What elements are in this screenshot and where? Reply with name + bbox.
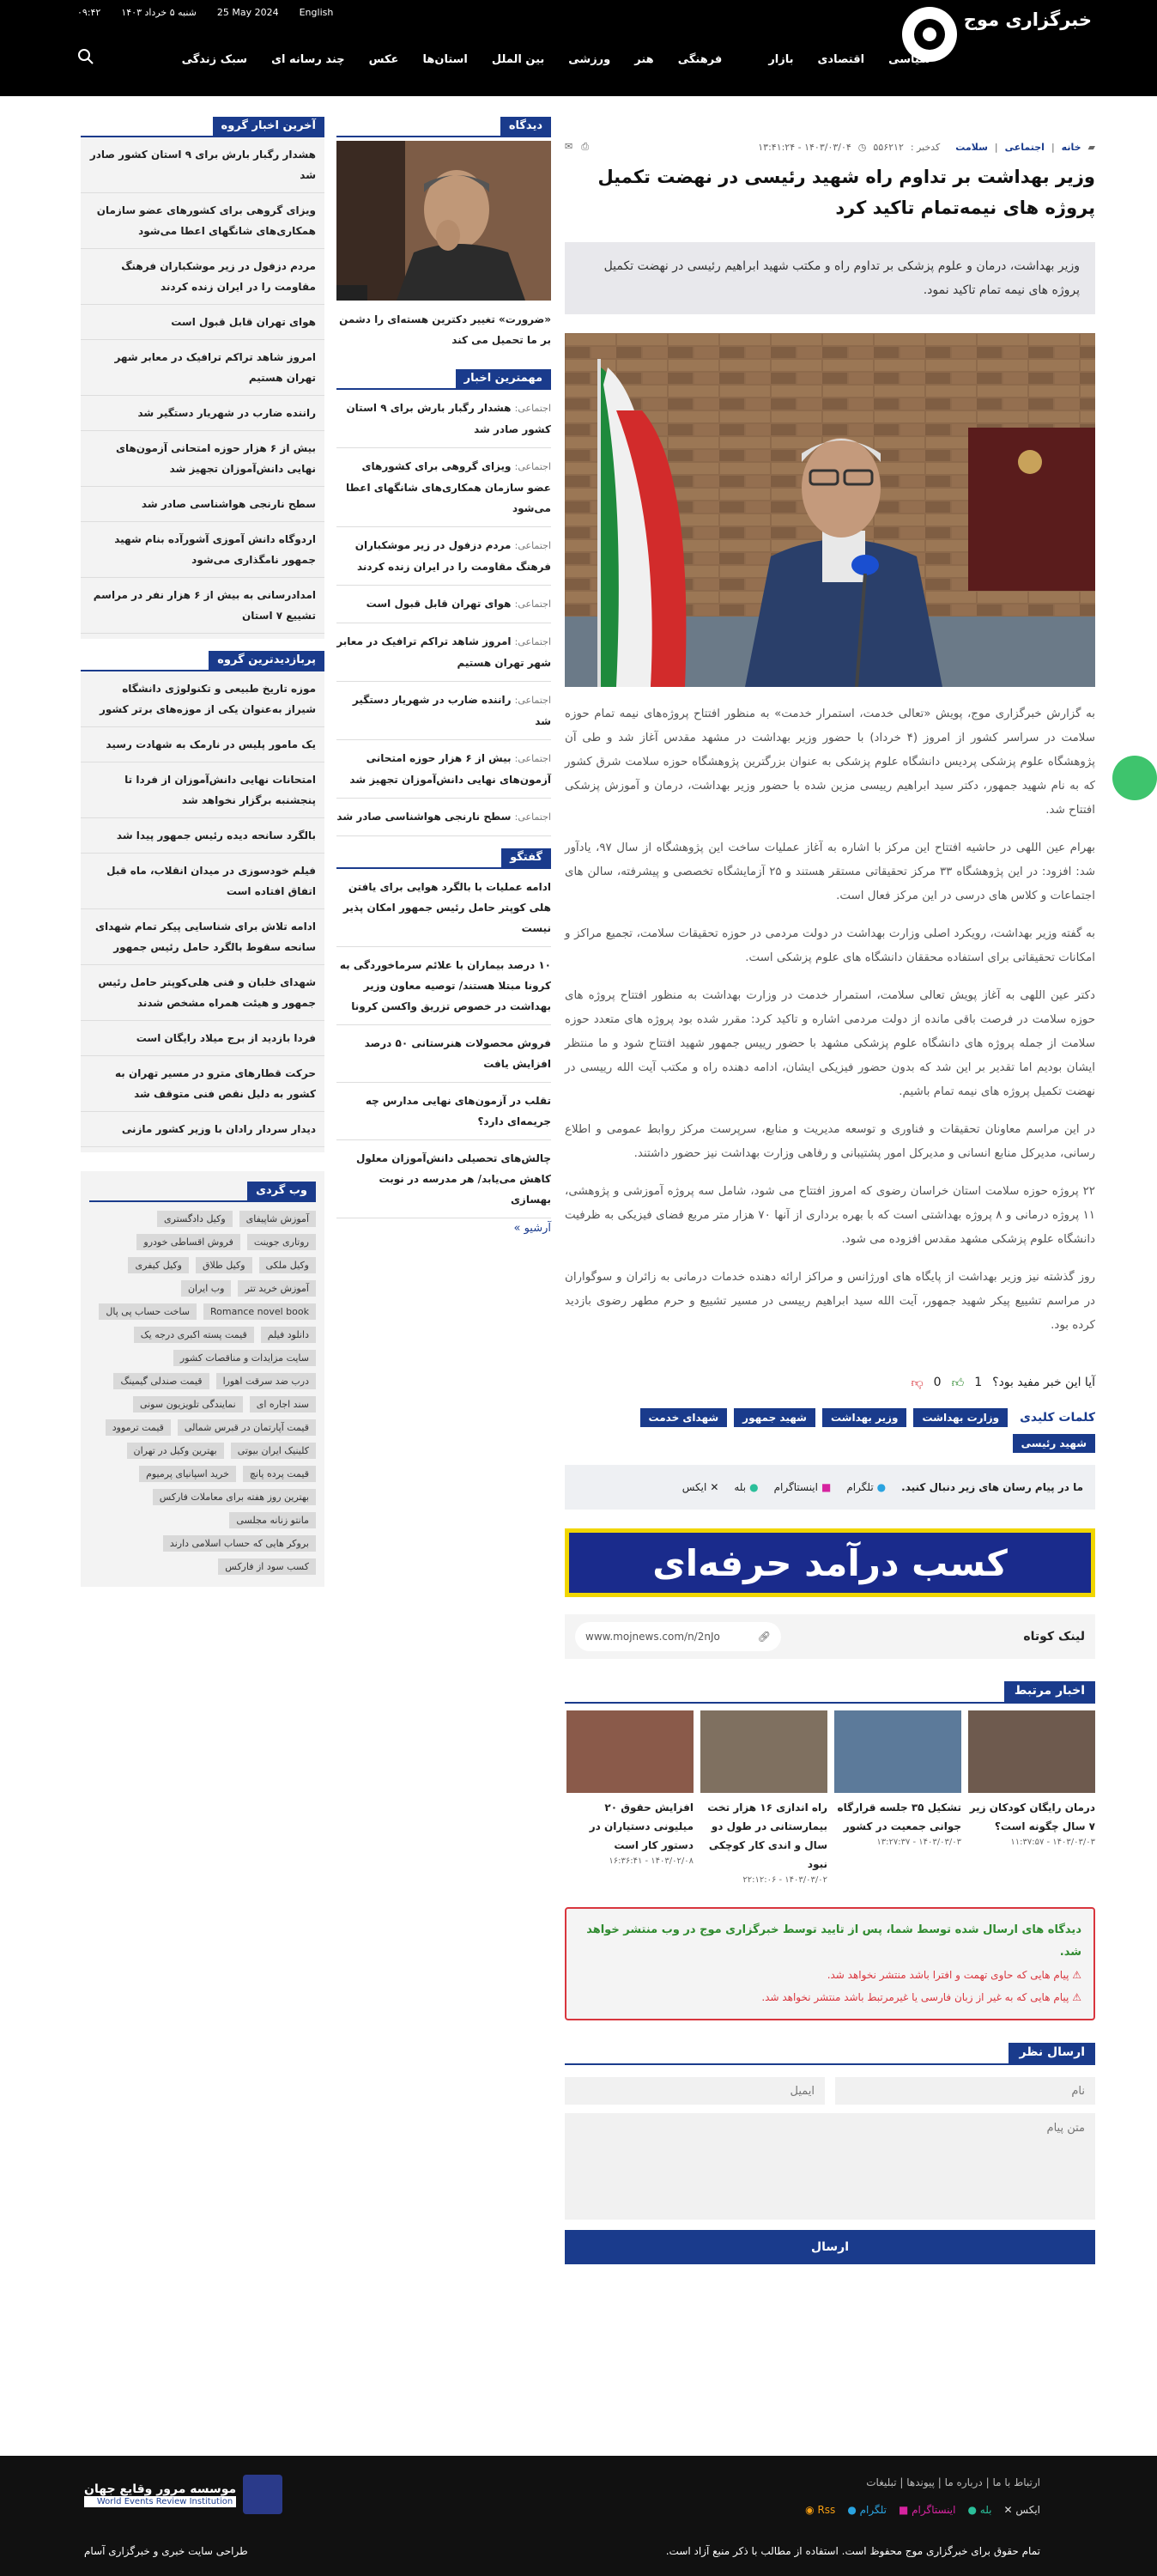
article-title: وزیر بهداشت بر تداوم راه شهید رئیسی در نهضت تکمیل پروژه های نیمه‌تمام تاکید کرد xyxy=(597,167,1095,218)
nav-provinces[interactable]: استان‌ها xyxy=(422,53,468,66)
comment-notice xyxy=(565,1907,1095,2020)
related-item[interactable] xyxy=(834,1710,961,1885)
thumbs-up-icon[interactable]: 👍︎ xyxy=(951,1376,965,1390)
shortlink-label: لینک کوتاه xyxy=(1023,1630,1085,1643)
list-item[interactable]: اجتماعی: مردم دزفول در زیر موشکباران فرهنگ مقاومت را در ایران زنده کردند xyxy=(336,527,551,586)
ad-banner[interactable]: کسب درآمد حرفه‌ای xyxy=(565,1528,1095,1597)
web-tag[interactable]: خرید اسپانیای پرمیوم xyxy=(139,1466,236,1482)
name-field[interactable] xyxy=(835,2077,1095,2105)
paragraph: به گزارش خبرگزاری موج، پویش «تعالی خدمت، استمرار خدمت» به منظور افتتاح پروژه‌های نیمه تمام حوزه سلامت در سراسر کشور از امروز (۴ خرداد) با حضور وزیر بهداشت در مشهد مقدس آغاز شد و طی آن پژوهشگاه علوم پزشکی پردیس دانشگاه علوم پزشکی به عنوان بزرگترین پژوهشگاه حوزه سلامت شرق کشور که به نام شهید جمهور، دکتر سید ابراهیم رییسی مزین شده با حضور وزیر بهداشت، درمان و آموزش پزشکی افتتاح شد. xyxy=(565,708,1095,817)
list-item[interactable]: تقلب در آزمون‌های نهایی مدارس چه جریمه‌ای دارد؟ xyxy=(336,1083,551,1140)
web-tag[interactable]: کسب سود از فارکس xyxy=(218,1558,316,1575)
web-tag[interactable]: قیمت پرده پانچ xyxy=(243,1466,316,1482)
middle-column xyxy=(336,117,551,1235)
related-item-title[interactable]: درمان رایگان کودکان زیر ۷ سال چگونه است؟ xyxy=(969,1801,1095,1832)
breadcrumb-home[interactable]: خانه xyxy=(1061,141,1081,153)
institute-icon xyxy=(243,2475,282,2514)
popular-list xyxy=(81,671,324,1152)
x-icon: ✕ xyxy=(710,1481,719,1493)
web-header xyxy=(89,1182,316,1202)
keyword-tag[interactable]: شهید جمهور xyxy=(734,1408,815,1427)
popular-title: پربازدیدترین گروه xyxy=(209,651,324,670)
keywords xyxy=(565,1408,1095,1453)
popular-header xyxy=(81,651,324,671)
thumbs-down-icon[interactable]: 👎︎ xyxy=(911,1376,924,1390)
publish-date: ۱۴۰۳/۰۳/۰۴ - ۱۳:۴۱:۲۴ xyxy=(758,141,851,153)
list-item[interactable]: امدادرسانی به بیش از ۶ هزار نفر در مراسم تشییع ۷ استان xyxy=(81,578,324,634)
web-title: وب گردی xyxy=(247,1182,316,1200)
email-field[interactable] xyxy=(565,2077,825,2105)
web-tag[interactable]: آموزش شاپیفای xyxy=(239,1211,316,1227)
share-telegram[interactable]: ● تلگرام xyxy=(846,1481,887,1493)
follow-label: ما در پیام رسان های زیر دنبال کنید. xyxy=(901,1481,1083,1493)
institute-name: موسسه مرور وقایع جهان xyxy=(84,2482,237,2496)
web-tag[interactable]: بهترین روز هفته برای معاملات فارکس xyxy=(153,1489,316,1505)
date-en: 25 May 2024 xyxy=(216,7,279,18)
web-tag[interactable]: وب ایران xyxy=(181,1280,232,1297)
instagram-icon: ■ xyxy=(821,1481,832,1493)
list-item[interactable]: اردوگاه دانش آموزی آشورآده بنام شهید جمهور نامگذاری می‌شود xyxy=(81,522,324,578)
left-sidebar xyxy=(81,117,324,1587)
shortlink-box xyxy=(565,1614,1095,1659)
related-thumbnail xyxy=(566,1710,694,1793)
talk-list xyxy=(336,869,551,1218)
didgah-image[interactable] xyxy=(336,141,551,301)
web-tag[interactable]: قیمت صندلی گیمینگ xyxy=(113,1373,209,1389)
web-tag[interactable]: وکیل ملکی xyxy=(259,1257,316,1273)
share-bale[interactable]: ● بله xyxy=(734,1481,759,1493)
bale-icon: ● xyxy=(749,1481,759,1493)
list-item[interactable]: فردا بازدید از برج میلاد رایگان است xyxy=(81,1021,324,1056)
article xyxy=(565,137,1095,2264)
copyright: تمام حقوق برای خبرگزاری موج محفوظ است. استفاده از مطالب با ذکر منبع آزاد است. xyxy=(665,2545,1040,2557)
link-icon[interactable]: 🔗︎ xyxy=(757,1631,771,1643)
related-item-title[interactable]: تشکیل ۳۵ جلسه قرارگاه جوانی جمعیت در کشور xyxy=(837,1801,961,1832)
keyword-tag[interactable]: وزیر بهداشت xyxy=(822,1408,907,1427)
list-item[interactable]: اجتماعی: بیش از ۶ هزار حوزه امتحانی آزمون‌های نهایی دانش‌آموزان تجهیز شد xyxy=(336,740,551,799)
paragraph: ۲۲ پروژه حوزه سلامت استان خراسان رضوی که امروز افتتاح می شود، شامل سه پروژه آموزشی و پژوهشی، ۱۱ پروژه درمانی و ۸ پروژه بهداشتی است که با بهره برداری از آنها ۷۰ هزار متر مربع فضای فیزیکی به ظرفیت دانشگاه علوم پزشکی مشهد مقدس افزوده می شود. xyxy=(565,1185,1095,1246)
site-name: خبرگزاری موج xyxy=(963,9,1092,30)
notice-rule: پیام هایی که حاوی تهمت و افترا باشد منتشر نخواهد شد. xyxy=(827,1969,1069,1981)
list-item[interactable]: اجتماعی: هوای تهران قابل قبول است xyxy=(336,586,551,623)
web-tag[interactable]: ساخت حساب پی پال xyxy=(99,1303,197,1320)
list-item[interactable]: ویزای گروهی برای کشورهای عضو سازمان همکاری‌های شانگهای اعطا می‌شود xyxy=(81,193,324,249)
share-x[interactable]: ✕ ایکس xyxy=(681,1481,719,1493)
list-item[interactable]: اجتماعی: ویزای گروهی برای کشورهای عضو سازمان همکاری‌های شانگهای اعطا می‌شود xyxy=(336,448,551,527)
comment-form-row xyxy=(565,2077,1095,2105)
web-tag[interactable]: سایت مزایدات و مناقصات کشور xyxy=(173,1350,316,1366)
web-tag[interactable]: سند اجاره ای xyxy=(250,1396,316,1413)
web-tag[interactable]: وکیل دادگستری xyxy=(157,1211,233,1227)
web-tag[interactable]: قیمت ترموود xyxy=(106,1419,171,1436)
web-tag[interactable]: روتاری جوینت xyxy=(247,1234,316,1250)
feedback-bar xyxy=(565,1372,1095,1393)
nav-economy[interactable]: اقتصادی xyxy=(817,53,865,66)
list-item[interactable]: سطح نارنجی هواشناسی صادر شد xyxy=(81,487,324,522)
list-item[interactable]: دیدار سردار رادان با وزیر کشور مازنی xyxy=(81,1112,324,1147)
clock: ۰۹:۴۲ xyxy=(77,7,101,18)
notice-title: دیدگاه های ارسال شده توسط شما، پس از تایید توسط خبرگزاری موج در وب منتشر خواهد شد. xyxy=(586,1923,1081,1959)
submit-button[interactable]: ارسال xyxy=(565,2230,1095,2264)
breadcrumb-social[interactable]: اجتماعی xyxy=(1004,141,1045,153)
list-item[interactable]: اجتماعی: هشدار رگبار بارش برای ۹ استان کشور صادر شد xyxy=(336,390,551,448)
nav-sports[interactable]: ورزشی xyxy=(568,53,611,66)
keyword-tag[interactable]: شهدای خدمت xyxy=(640,1408,728,1427)
instagram-icon[interactable]: ■ اینستاگرام xyxy=(898,2504,956,2516)
nav-photo[interactable]: عکس xyxy=(368,53,399,66)
date-fa: شنبه ۵ خرداد ۱۴۰۳ xyxy=(121,7,197,18)
institute-name-en: World Events Review Institution xyxy=(84,2496,236,2507)
english-link[interactable]: English xyxy=(299,7,334,18)
web-tag[interactable]: بهترین وکیل در تهران xyxy=(127,1443,224,1459)
paragraph: بهرام عین اللهی در حاشیه افتتاح این مرکز با اشاره به آغاز عملیات ساخت این پژوهشگاه از سال ۹۷، یادآور شد: افزود: در این پژوهشگاه ۳۳ مرکز تحقیقاتی مستقر هستند و ۲۵ آزمایشگاه تخصصی و پیشرفته، سالن های اجتماعات و کلاس های درسی در این مرکز فعال است. xyxy=(565,841,1096,902)
important-title: مهمترین اخبار xyxy=(456,369,551,388)
nav-market[interactable]: بازار xyxy=(768,53,794,66)
site-header xyxy=(0,0,1157,96)
dislike-count: 0 xyxy=(933,1376,942,1389)
related-item[interactable] xyxy=(700,1710,827,1885)
shortlink-url: www.mojnews.com/n/2nJo xyxy=(585,1631,720,1643)
list-item[interactable]: اجتماعی: امروز شاهد تراکم ترافیک در معابر شهر تهران هستیم xyxy=(336,623,551,682)
keyword-tag[interactable]: وزارت بهداشت xyxy=(913,1408,1008,1427)
web-tag[interactable]: قیمت پسته اکبری درجه یک xyxy=(134,1327,254,1343)
archive-link[interactable]: آرشیو » xyxy=(513,1222,551,1235)
list-item[interactable]: موزه تاریخ طبیعی و تکنولوژی دانشگاه شیراز به‌عنوان یکی از موزه‌های برتر کشور xyxy=(81,671,324,727)
talk-header xyxy=(336,848,551,869)
shortlink-field[interactable] xyxy=(575,1622,781,1651)
web-tag[interactable]: کلینیک ایران بیوتی xyxy=(231,1443,316,1459)
related-title: اخبار مرتبط xyxy=(1004,1681,1095,1702)
article-body xyxy=(565,702,1095,1338)
list-item[interactable]: چالش‌های تحصیلی دانش‌آموزان معلول کاهش می‌یابد/ هر مدرسه در نوبت بهسازی xyxy=(336,1140,551,1218)
paragraph: در این مراسم معاونان تحقیقات و فناوری و توسعه مدیریت و منابع، سرپرست مرکز روابط عمومی و اطلاع رسانی، مدیرکل منابع انسانی و مدیرکل امور پشتیبانی و رفاهی وزارت بهداشت نیز حضور داشتند. xyxy=(565,1123,1095,1160)
latest-header xyxy=(81,117,324,137)
like-count: 1 xyxy=(974,1376,983,1389)
nav-culture[interactable]: فرهنگی xyxy=(677,53,723,66)
share-instagram[interactable]: ■ اینستاگرام xyxy=(773,1481,832,1493)
keyword-tag[interactable]: شهید رئیسی xyxy=(1013,1434,1095,1453)
web-tag[interactable]: دانلود فیلم xyxy=(261,1327,316,1343)
top-info-bar xyxy=(77,7,333,18)
article-lead: وزیر بهداشت، درمان و علوم پزشکی بر تداوم راه و مکتب شهید ابراهیم رئیسی در نهضت تکمیل پروژه های نیمه تمام تاکید نمود. xyxy=(565,242,1095,314)
web-tag[interactable]: Romance novel book xyxy=(203,1303,316,1320)
list-item[interactable]: امروز شاهد تراکم ترافیک در معابر شهر تهران هستیم xyxy=(81,340,324,396)
hero-photo-illustration xyxy=(565,333,1095,687)
list-item[interactable]: امتحانات نهایی دانش‌آموزان از فردا تا پنجشنبه برگزار نخواهد شد xyxy=(81,762,324,818)
comment-form-title: ارسال نظر xyxy=(1009,2043,1095,2063)
related-news xyxy=(565,1710,1095,1885)
related-item[interactable] xyxy=(968,1710,1095,1885)
didgah-caption[interactable]: «ضرورت» تغییر دکترین هسته‌ای را دشمن بر ما تحمیل می کند xyxy=(339,313,551,346)
web-tag[interactable]: وکیل کیفری xyxy=(128,1257,189,1273)
list-item[interactable]: ادامه عملیات با بالگرد هوایی برای یافتن هلی کوپتر حامل رئیس جمهور امکان پذیر نیست xyxy=(336,869,551,947)
list-item[interactable]: فیلم خودسوزی در میدان انقلاب، ماه قبل اتفاق افتاده است xyxy=(81,854,324,909)
code-label: کدخبر : xyxy=(910,141,941,153)
web-tag[interactable]: آموزش خرید تتر xyxy=(238,1280,316,1297)
related-thumbnail xyxy=(968,1710,1095,1793)
latest-title: آخرین اخبار گروه xyxy=(213,117,324,136)
footer-social xyxy=(805,2504,1040,2516)
feedback-question: آیا این خبر مفید بود؟ xyxy=(992,1376,1095,1389)
notice-rule: پیام هایی که به غیر از زبان فارسی یا غیرمرتبط باشد منتشر نخواهد شد. xyxy=(761,1991,1069,2003)
message-field[interactable] xyxy=(565,2113,1095,2220)
breadcrumb-health[interactable]: سلامت xyxy=(955,141,988,153)
footer-links[interactable]: ارتباط با ما | درباره ما | پیوندها | تبلیغات xyxy=(866,2476,1040,2488)
related-item-date: ۱۴۰۳/۰۳/۰۳ - ۱۳:۲۷:۳۷ xyxy=(876,1838,961,1847)
news-code: ۵۵۶۲۱۲ xyxy=(873,141,904,153)
nav-international[interactable]: بین الملل xyxy=(491,53,545,66)
site-footer xyxy=(0,2456,1157,2576)
list-item[interactable]: هوای تهران قابل قبول است xyxy=(81,305,324,340)
clock-icon: ◷ xyxy=(857,141,867,153)
web-tag[interactable]: قیمت آپارتمان در قبرس شمالی xyxy=(178,1419,316,1436)
bale-icon[interactable]: ● بله xyxy=(967,2504,992,2516)
didgah-photo-illustration xyxy=(336,141,551,301)
list-item[interactable]: ۱۰ درصد بیماران با علائم سرماخوردگی به کرونا مبتلا هستند/ توصیه معاون وزیر بهداشت در خصوص تزریق واکسن کرونا xyxy=(336,947,551,1025)
main-nav xyxy=(170,53,942,66)
talk-title: گفتگو xyxy=(501,848,551,867)
web-tag[interactable]: درب ضد سرقت اهورا xyxy=(216,1373,316,1389)
nav-multimedia[interactable]: چند رسانه ای xyxy=(271,53,345,66)
email-icon[interactable]: ✉ xyxy=(565,141,573,152)
list-item[interactable]: بالگرد سانحه دیده رئیس جمهور پیدا شد xyxy=(81,818,324,854)
web-tag[interactable]: فروش اقساطی خودرو xyxy=(136,1234,239,1250)
list-item[interactable]: راننده ضارب در شهریار دستگیر شد xyxy=(81,396,324,431)
web-tag[interactable]: نمایندگی تلویزیون سونی xyxy=(133,1396,243,1413)
warning-icon: ⚠ xyxy=(1072,1969,1081,1981)
important-header xyxy=(336,369,551,390)
print-icon[interactable]: ⎙ xyxy=(581,141,590,152)
related-item[interactable] xyxy=(566,1710,694,1885)
related-item-title[interactable]: راه اندازی ۱۶ هزار تخت بیمارستانی در طول دو سال و اندی کار کوچکی نبود xyxy=(707,1801,827,1870)
list-item[interactable]: شهدای خلبان و فنی هلی‌کوپتر حامل رئیس جمهور و هیئت همراه مشخص شدند xyxy=(81,965,324,1021)
floating-chat-button[interactable] xyxy=(1112,756,1157,800)
latest-list xyxy=(81,137,324,639)
related-thumbnail xyxy=(700,1710,827,1793)
list-item[interactable]: بیش از ۶ هزار حوزه امتحانی آزمون‌های نهایی دانش‌آموزان تجهیز شد xyxy=(81,431,324,487)
important-list xyxy=(336,390,551,836)
related-item-title[interactable]: افزایش حقوق ۲۰ میلیونی دستیاران در دستور کار است xyxy=(589,1801,694,1851)
x-icon[interactable]: ✕ ایکس xyxy=(1003,2504,1040,2516)
nav-art[interactable]: هنر xyxy=(634,53,654,66)
didgah-header xyxy=(336,117,551,137)
paragraph: روز گذشته نیز وزیر بهداشت از پایگاه های اورژانس و مراکز ارائه دهنده خدمات درمانی به زائران و سوگواران در مراسم تشییع پیکر شهید جمهور، آیت الله سید ابراهیم رییسی در مسیر تشییع و حرم مطهر رضوی بازدید کرده بود. xyxy=(565,1271,1095,1332)
warning-icon: ⚠ xyxy=(1072,1991,1081,2003)
web-tags-box xyxy=(81,1171,324,1587)
nav-lifestyle[interactable]: سبک زندگی xyxy=(181,53,248,66)
web-tag[interactable]: بروکر هایی که حساب اسلامی دارند xyxy=(163,1535,316,1552)
list-item[interactable]: مردم دزفول در زیر موشکباران فرهنگ مقاومت را در ایران زنده کردند xyxy=(81,249,324,305)
paragraph: دکتر عین اللهی به آغاز پویش تعالی سلامت، استمرار خدمت در وزارت بهداشت به منظور افتتاح پروژه های حوزه سلامت در فرصت باقی مانده از دولت مردمی اشاره و تاکید کرد: مقرر شده بود پروژه های متعدد حوزه سلامت از جمله پروژه های دانشگاه علوم پزشکی مشهد با حضور رییس جمهور شهید افتتاح شود و ما منتظر ایشان بودیم اما تقدیر بر این شد که بدون حضور فیزیکی ایشان، ادامه دهنده راه و مکتب آیت الله رییسی در نهضت تکمیل پروژه های نیمه تمام باشیم. xyxy=(565,989,1095,1098)
folder-icon: ▰ xyxy=(1087,141,1095,153)
follow-bar xyxy=(565,1465,1095,1510)
paragraph: به گفته وزیر بهداشت، رویکرد اصلی وزارت بهداشت در دولت مردمی در حوزه تحقیقات سلامت، تجمیع مراکز و امکانات تحقیقاتی برای استفاده محققان دانشگاه های علوم پزشکی است. xyxy=(565,927,1095,964)
list-item[interactable]: حرکت قطارهای مترو در مسیر تهران به کشور به دلیل نقص فنی متوقف شد xyxy=(81,1056,324,1112)
rss-icon[interactable]: ◉ Rss xyxy=(805,2504,836,2516)
telegram-icon: ● xyxy=(876,1481,887,1493)
keywords-label: کلمات کلیدی xyxy=(1020,1411,1095,1425)
comment-form-header xyxy=(565,2043,1095,2065)
designer-credit[interactable]: طراحی سایت خبری و خبرگزاری آسام xyxy=(84,2545,248,2557)
related-thumbnail xyxy=(834,1710,961,1793)
list-item[interactable]: هشدار رگبار بارش برای ۹ استان کشور صادر شد xyxy=(81,137,324,193)
nav-politics[interactable]: سیاسی xyxy=(888,53,930,66)
list-item[interactable]: اجتماعی: راننده ضارب در شهریار دستگیر شد xyxy=(336,682,551,740)
web-tags xyxy=(89,1211,316,1575)
search-icon[interactable] xyxy=(77,48,94,65)
institute-logo[interactable] xyxy=(84,2475,282,2514)
telegram-icon[interactable]: ● تلگرام xyxy=(847,2504,887,2516)
article-hero-image xyxy=(565,333,1095,687)
related-header xyxy=(565,1681,1095,1704)
breadcrumb: ▰ خانه | اجتماعی | سلامت کدخبر : ۵۵۶۲۱۲ ◷ ۱۴۰۳/۰۳/۰۴ - ۱۳:۴۱:۲۴ ⎙ ✉ xyxy=(565,141,1095,153)
didgah-title: دیدگاه xyxy=(500,117,551,136)
list-item[interactable]: ادامه تلاش برای شناسایی پیکر تمام شهدای سانحه سقوط بالگرد حامل رئیس جمهور xyxy=(81,909,324,965)
list-item[interactable]: اجتماعی: سطح نارنجی هواشناسی صادر شد xyxy=(336,799,551,836)
web-tag[interactable]: وکیل طلاق xyxy=(196,1257,252,1273)
related-item-date: ۱۴۰۳/۰۲/۰۸ - ۱۶:۳۶:۴۱ xyxy=(609,1856,694,1866)
related-item-date: ۱۴۰۳/۰۳/۰۲ - ۲۲:۱۲:۰۶ xyxy=(742,1875,827,1885)
related-item-date: ۱۴۰۳/۰۳/۰۳ - ۱۱:۳۷:۵۷ xyxy=(1010,1838,1095,1847)
list-item[interactable]: یک مامور پلیس در نارمک به شهادت رسید xyxy=(81,727,324,762)
web-tag[interactable]: مانتو زنانه مجلسی xyxy=(229,1512,316,1528)
list-item[interactable]: فروش محصولات هنرستانی ۵۰ درصد افزایش یافت xyxy=(336,1025,551,1083)
